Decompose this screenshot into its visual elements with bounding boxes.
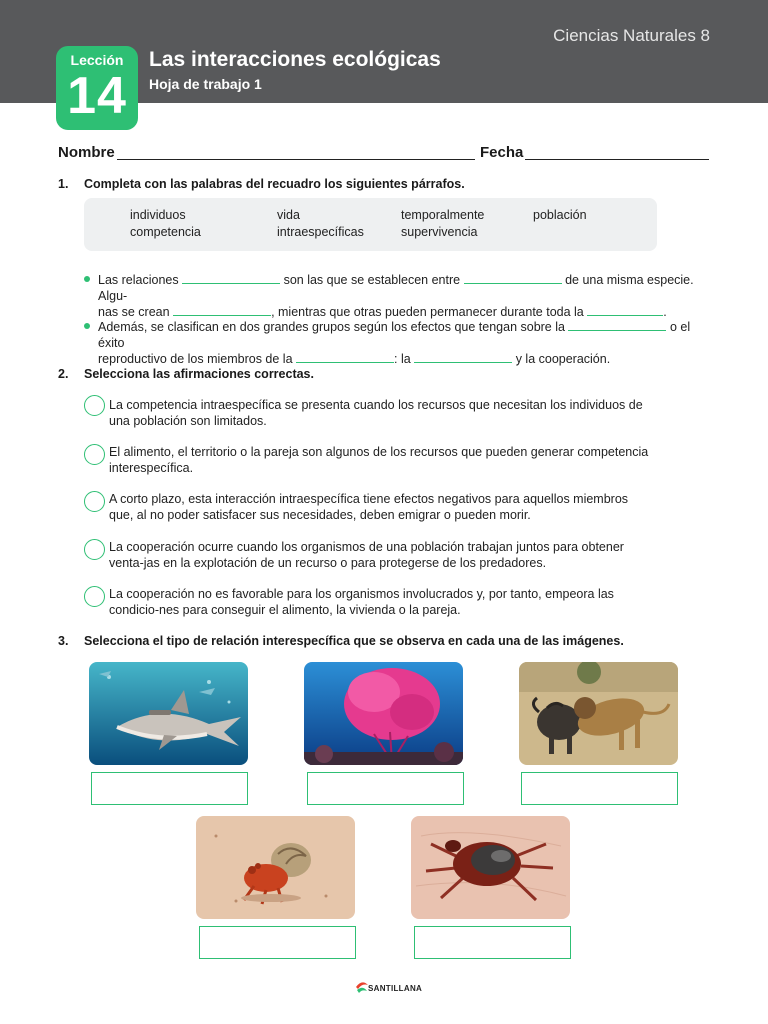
lesson-badge: [56, 46, 138, 130]
fill-blank[interactable]: [296, 352, 394, 363]
lesson-label: Lección: [70, 52, 124, 68]
question-1: [58, 177, 465, 191]
para-text: Además, se clasifican en dos grandes grupos según los efectos que tengan sobre la: [98, 320, 565, 334]
page-title: Las interacciones ecológicas: [149, 48, 441, 71]
lesson-number: 14: [67, 67, 127, 125]
para-text: nas se crean: [98, 305, 170, 319]
para-text: de una misma especie. Algu-: [98, 273, 694, 303]
answer-box[interactable]: [307, 772, 464, 805]
para-text: reproductivo de los miembros de la: [98, 352, 293, 366]
para-text: y la cooperación.: [515, 352, 611, 366]
word-item: vida: [277, 208, 300, 222]
option-radio[interactable]: [84, 539, 105, 560]
word-item: supervivencia: [401, 225, 478, 239]
option-text: La cooperación ocurre cuando los organismos de una población trabajan juntos para obtener venta-jas en la explotación de un recurso o para protegerse de los predadores.: [109, 540, 624, 570]
question-number: 1.: [58, 177, 69, 191]
question-number: 3.: [58, 634, 69, 648]
logo-text: SANTILLANA: [368, 984, 423, 993]
option-text: La competencia intraespecífica se presenta cuando los recursos que necesitan los individuos de una población son limitados.: [109, 398, 643, 428]
para-text: son las que se establecen entre: [283, 273, 461, 287]
fill-blank[interactable]: [182, 273, 280, 284]
fill-blank[interactable]: [173, 305, 271, 316]
option-text: La cooperación no es favorable para los organismos involucrados y, por tanto, empeora las condicio-nes para conseguir el alimento, la vivienda o la pareja.: [109, 587, 614, 617]
word-item: intraespecíficas: [277, 225, 364, 239]
hermit-crab-photo: [196, 816, 355, 919]
page-subtitle: Hoja de trabajo 1: [149, 76, 262, 92]
coral-photo: [304, 662, 463, 765]
option-text: A corto plazo, esta interacción intraespecífica tiene efectos negativos para aquellos miembros que, al no poder satisfacer sus necesidades, deben emigrar o pueden morir.: [109, 492, 629, 522]
date-field[interactable]: [525, 159, 709, 160]
answer-box[interactable]: [521, 772, 678, 805]
question-3: [58, 634, 624, 648]
bullet-icon: [84, 323, 90, 329]
lion-buffalo-photo: [519, 662, 678, 765]
tick-photo: [411, 816, 570, 919]
option-text: El alimento, el territorio o la pareja son algunos de los recursos que pueden generar competencia interespecífica.: [109, 445, 649, 475]
option-radio[interactable]: [84, 491, 105, 512]
fill-blank[interactable]: [568, 320, 666, 331]
question-2: [58, 367, 314, 381]
fill-blank[interactable]: [464, 273, 562, 284]
name-label: Nombre: [58, 144, 115, 161]
answer-box[interactable]: [91, 772, 248, 805]
paragraph-1: [98, 272, 710, 320]
word-item: competencia: [130, 225, 201, 239]
date-label: Fecha: [480, 144, 524, 161]
word-item: temporalmente: [401, 208, 485, 222]
para-text: Las relaciones: [98, 273, 179, 287]
fill-blank[interactable]: [414, 352, 512, 363]
question-prompt: Completa con las palabras del recuadro los siguientes párrafos.: [84, 177, 465, 191]
option-radio[interactable]: [84, 586, 105, 607]
bullet-icon: [84, 276, 90, 282]
para-text: o el éxito: [98, 320, 691, 350]
question-prompt: Selecciona el tipo de relación interespecífica que se observa en cada una de las imágenes.: [84, 634, 624, 648]
option-radio[interactable]: [84, 444, 105, 465]
para-text: .: [663, 305, 667, 319]
name-field[interactable]: [117, 159, 475, 160]
paragraph-2: [98, 319, 710, 367]
word-item: individuos: [130, 208, 186, 222]
option-radio[interactable]: [84, 395, 105, 416]
para-text: : la: [394, 352, 411, 366]
shark-photo: [89, 662, 248, 765]
answer-box[interactable]: [414, 926, 571, 959]
subject-label: Ciencias Naturales 8: [553, 26, 710, 45]
para-text: , mientras que otras pueden permanecer durante toda la: [271, 305, 584, 319]
fill-blank[interactable]: [587, 305, 663, 316]
question-number: 2.: [58, 367, 69, 381]
question-prompt: Selecciona las afirmaciones correctas.: [84, 367, 314, 381]
word-item: población: [533, 208, 587, 222]
answer-box[interactable]: [199, 926, 356, 959]
